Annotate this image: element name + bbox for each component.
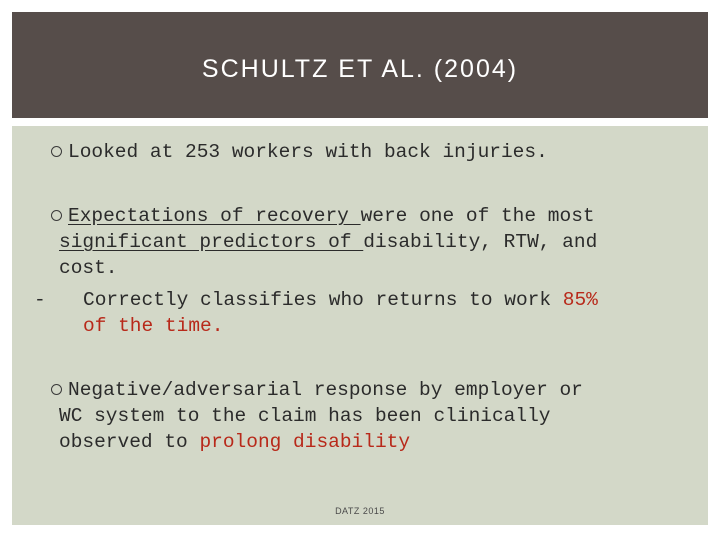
bullet-3-line-3-plain: observed to [59,431,200,453]
bullet-3-line-3 [59,429,410,455]
bullet-circle-icon [51,210,62,221]
bullet-circle-icon [51,146,62,157]
bullet-3-line-3-red: prolong disability [199,431,411,453]
bullet-3-line-2: WC system to the claim has been clinically [59,405,551,427]
sub-bullet-line-2: of the time. [83,315,224,337]
sub-bullet-line-1 [83,287,598,313]
bullet-2-line-2-rest: disability, RTW, and [363,231,598,253]
slide-title: SCHULTZ ET AL. (2004) [201,55,519,83]
bullet-3-line-1: Negative/adversarial response by employer or [68,379,583,401]
bullet-2-line-3: cost. [59,257,118,279]
bullet-1-text: Looked at 253 workers with back injuries. [68,141,548,163]
sub-bullet-line-1-red: 85% [562,289,598,311]
bullet-2-line-2-underlined: significant predictors of [59,231,364,253]
sub-bullet-dash: - [34,289,46,311]
bullet-2-line-1 [68,203,595,229]
bullet-2-line-1-rest: were one of the most [360,205,595,227]
bullet-2-line-2 [59,229,597,255]
bullet-circle-icon [51,384,62,395]
footer-text: DATZ 2015 [335,506,385,516]
bullet-2-line-1-underlined: Expectations of recovery [68,205,361,227]
sub-bullet-line-1-plain: Correctly classifies who returns to work [83,289,563,311]
